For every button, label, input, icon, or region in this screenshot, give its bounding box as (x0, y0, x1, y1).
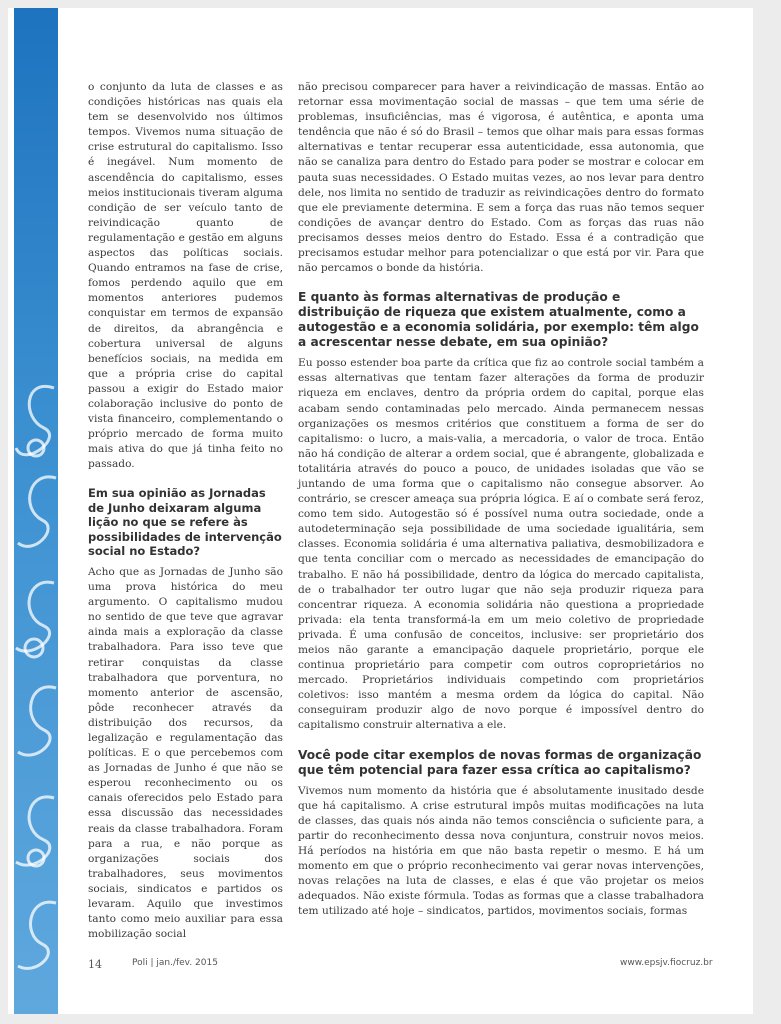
magazine-page (8, 8, 753, 1014)
body-paragraph: Acho que as Jornadas de Junho são uma prova histórica do meu argumento. O capitalismo mudou no sentido de que teve que agravar ainda mais a exploração da classe trabalhadora. Para isso teve que retirar conquistas da classe trabalhadora que porventura, no momento anterior de ascensão, pôde reconhecer através da distribuição dos recursos, da legalização e regulamentação das políticas. E o que percebemos com as Jornadas de Junho é que não se esperou reconhecimento ou os canais oferecidos pelo Estado para essa discussão das necessidades reais da classe trabalhadora. Foram para a rua, e não porque as organizações sociais dos trabalhadores, seus movimentos sociais, sindicatos e partidos os levaram. Aquilo que investimos tanto como meio auxiliar para essa mobilização social (88, 565, 283, 941)
swirl-ornament-icon (14, 8, 58, 1014)
body-paragraph: Eu posso estender boa parte da crítica que fiz ao controle social também a essas alternativas que tentam fazer alterações da forma de produzir riqueza em enclaves, dentro da própria ordem do capital, porque elas acabam sendo contaminadas pelo mercado. Ainda permanecem nessas organizações os mesmos critérios que constituem a forma de ser do capitalismo: o lucro, a mais-valia, a mercadoria, o valor de troca. Então não há condição de alterar a ordem social, que é abrangente, globalizada e totalitária através do pouco a pouco, de unidades isoladas que vão se juntando de uma forma que o capitalismo não consegue absorver. Ao contrário, se crescer ameaça sua própria lógica. E aí o combate será feroz, como tem sido. Autogestão só é possível numa outra sociedade, onde a autodeterminação seja possibilidade de uma sociedade igualitária, sem classes. Economia solidária é uma alternativa paliativa, desmobilizadora e que tenta conciliar com o mercado as necessidades de emancipação do trabalho. E não há possibilidade, dentro da lógica do mercado capitalista, de o trabalhador ter outro lugar que não seja produzir riqueza para concentrar riqueza. A economia solidária não questiona a propriedade privada: ela tenta transformá-la em um meio coletivo de propriedade privada. É uma confusão de conceitos, inclusive: ser proprietário dos meios não garante a emancipação daquele proprietário, porque ele continua proprietário para competir com outros coproprietários no mercado. Proprietários individuais competindo com proprietários coletivos: isso mantém a mesma ordem da lógica do capital. Não conseguiram produzir algo de novo porque é impossível dentro do capitalismo construir alternativa a ele. (298, 357, 704, 732)
left-column (88, 80, 283, 942)
right-column (298, 80, 704, 919)
body-paragraph: Vivemos num momento da história que é absolutamente inusitado desde que há capitalismo. A crise estrutural impôs muitas modificações na luta de classes, das quais nós ainda não temos consciência o suficiente para, a partir do reconhecimento dessa nova conjuntura, construir novos meios. Há períodos na história em que não basta repetir o mesmo. E há um momento em que o próprio reconhecimento vai gerar novas intervenções, novas relações na luta de classes, e elas é que vão projetar os meios adequados. Não existe fórmula. Todas as formas que a classe trabalhadora tem utilizado até hoje – sindicatos, partidos, movimentos sociais, formas (298, 784, 704, 918)
body-paragraph: o conjunto da luta de classes e as condições históricas nas quais ela tem se desenvolvido nos últimos tempos. Vivemos numa situação de crise estrutural do capitalismo. Isso é inegável. Num momento de ascendência do capitalismo, esses meios institucionais tiveram alguma condição de ser veículo tanto de reivindicação quanto de regulamentação e gestão em alguns aspectos das políticas sociais. Quando entramos na fase de crise, fomos perdendo aquilo que em momentos anteriores pudemos conquistar em termos de expansão de direitos, da abrangência e cobertura universal de alguns benefícios sociais, na medida em que a própria crise do capital passou a exigir do Estado maior colaboração inclusive do ponto de vista financeiro, complementando o próprio mercado de forma muito mais ativa do que já tinha feito no passado. (88, 81, 283, 471)
publication-info: Poli | jan./fev. 2015 (132, 958, 218, 968)
decorative-spine (14, 8, 58, 1014)
interview-question: Você pode citar exemplos de novas formas de organização que têm potencial para fazer essa crítica ao capitalismo? (298, 747, 702, 777)
page-number: 14 (88, 958, 102, 971)
interview-question: E quanto às formas alternativas de produção e distribuição de riqueza que existem atualmente, como a autogestão e a economia solidária, por exemplo: têm algo a acrescentar nesse debate, em sua opinião? (298, 290, 699, 350)
website-url: www.epsjv.fiocruz.br (620, 958, 713, 968)
interview-question: Em sua opinião as Jornadas de Junho deixaram alguma lição no que se refere às possibilidades de intervenção social no Estado? (88, 486, 282, 559)
body-paragraph: não precisou comparecer para haver a reivindicação de massas. Então ao retornar essa movimentação social de massas – que tem uma série de problemas, insuficiências, mas é vigorosa, é autêntica, e aponta uma tendência que não é só do Brasil – temos que olhar mais para essas formas alternativas e tentar recuperar essa autenticidade, essa autonomia, que não se canaliza para dentro do Estado para poder se mostrar e colocar em pauta suas necessidades. O Estado muitas vezes, ao nos levar para dentro dele, nos limita no sentido de traduzir as reivindicações dentro do formato que ele previamente determina. E sem a força das ruas não temos sequer condições de avançar dentro do Estado. Com as forças das ruas não precisamos desses meios dentro do Estado. Essa é a contradição que precisamos estudar melhor para potencializar o que está por vir. Para que não percamos o bonde da história. (298, 81, 704, 275)
